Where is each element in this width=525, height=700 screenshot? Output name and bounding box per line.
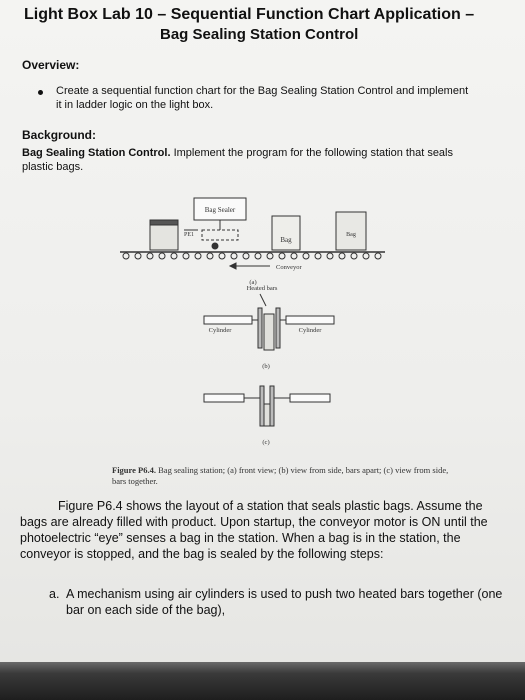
cylinder-right-bar-c — [290, 394, 330, 402]
cylinder-left-bar — [204, 316, 252, 324]
cylinder-right-bar — [286, 316, 334, 324]
heated-bars-label: Heated bars — [246, 285, 278, 292]
caption-text: Bag sealing station; (a) front view; (b) view from side, bars apart; (c) view from side, bars together. — [112, 465, 449, 486]
side-view-together — [204, 386, 330, 426]
cylinder-left-bar-c — [204, 394, 244, 402]
heated-bar-right — [276, 308, 280, 348]
conveyor-label: Conveyor — [276, 264, 302, 271]
bag-middle — [272, 216, 300, 250]
cylinder-left-label: Cylinder — [208, 327, 232, 334]
heated-bars-leader — [260, 294, 266, 306]
overview-bullet-text: Create a sequential function chart for the Bag Sealing Station Control and implement it in ladder logic on the light box. — [56, 85, 469, 111]
background-lead — [22, 146, 482, 174]
photoeye — [212, 243, 218, 249]
bag-label-1: Bag — [280, 236, 292, 244]
bullet-dot — [38, 90, 43, 95]
document-title-line2: Bag Sealing Station Control — [160, 26, 359, 43]
figure-p6-4 — [110, 190, 410, 462]
overview-heading: Overview: — [22, 58, 80, 72]
document-title-line1: Light Box Lab 10 – Sequential Function Chart Application – — [24, 6, 475, 23]
heated-bar-right-c — [270, 386, 274, 426]
cylinder-right-label: Cylinder — [298, 327, 322, 334]
bottom-shadow — [0, 662, 525, 700]
step-a — [49, 586, 512, 618]
conveyor-rollers — [123, 253, 381, 259]
heated-bar-left — [258, 308, 262, 348]
bag-right — [336, 212, 366, 250]
side-view-apart — [204, 294, 334, 350]
part-c-label: (c) — [262, 439, 270, 446]
paragraph-text: Figure P6.4 shows the layout of a station that seals plastic bags. Assume the bags are already filled with product. Upon startup, the conveyor motor is ON until the photoelectric “eye” senses a bag in the station. When a bag is in the station, the conveyor is stopped, and the bag is sealed by the following steps: — [20, 499, 488, 561]
conveyor-arrowhead — [230, 263, 236, 269]
bag-left-top — [150, 220, 178, 225]
heated-bar-left-c — [260, 386, 264, 426]
part-b-label: (b) — [262, 363, 270, 370]
step-a-label: a. — [49, 587, 60, 601]
caption-bold: Figure P6.4. — [112, 465, 156, 475]
step-a-text: A mechanism using air cylinders is used to push two heated bars together (one bar on each side of the bag), — [66, 587, 503, 617]
part-a-label: (a) — [249, 279, 257, 286]
pe1-label: PE1 — [184, 232, 195, 238]
bag-side-c — [264, 404, 270, 426]
figure-caption — [112, 465, 452, 487]
bag-left — [150, 222, 178, 250]
bag-sealer-label: Bag Sealer — [204, 206, 236, 214]
background-lead-bold: Bag Sealing Station Control. — [22, 147, 171, 159]
background-lead-text: Implement the program for the following station that seals plastic bags. — [22, 147, 453, 173]
sealer-head — [202, 230, 238, 240]
bag-side — [264, 314, 274, 350]
background-heading: Background: — [22, 128, 97, 142]
bag-label-2: Bag — [346, 232, 356, 238]
body-paragraph — [20, 498, 510, 562]
